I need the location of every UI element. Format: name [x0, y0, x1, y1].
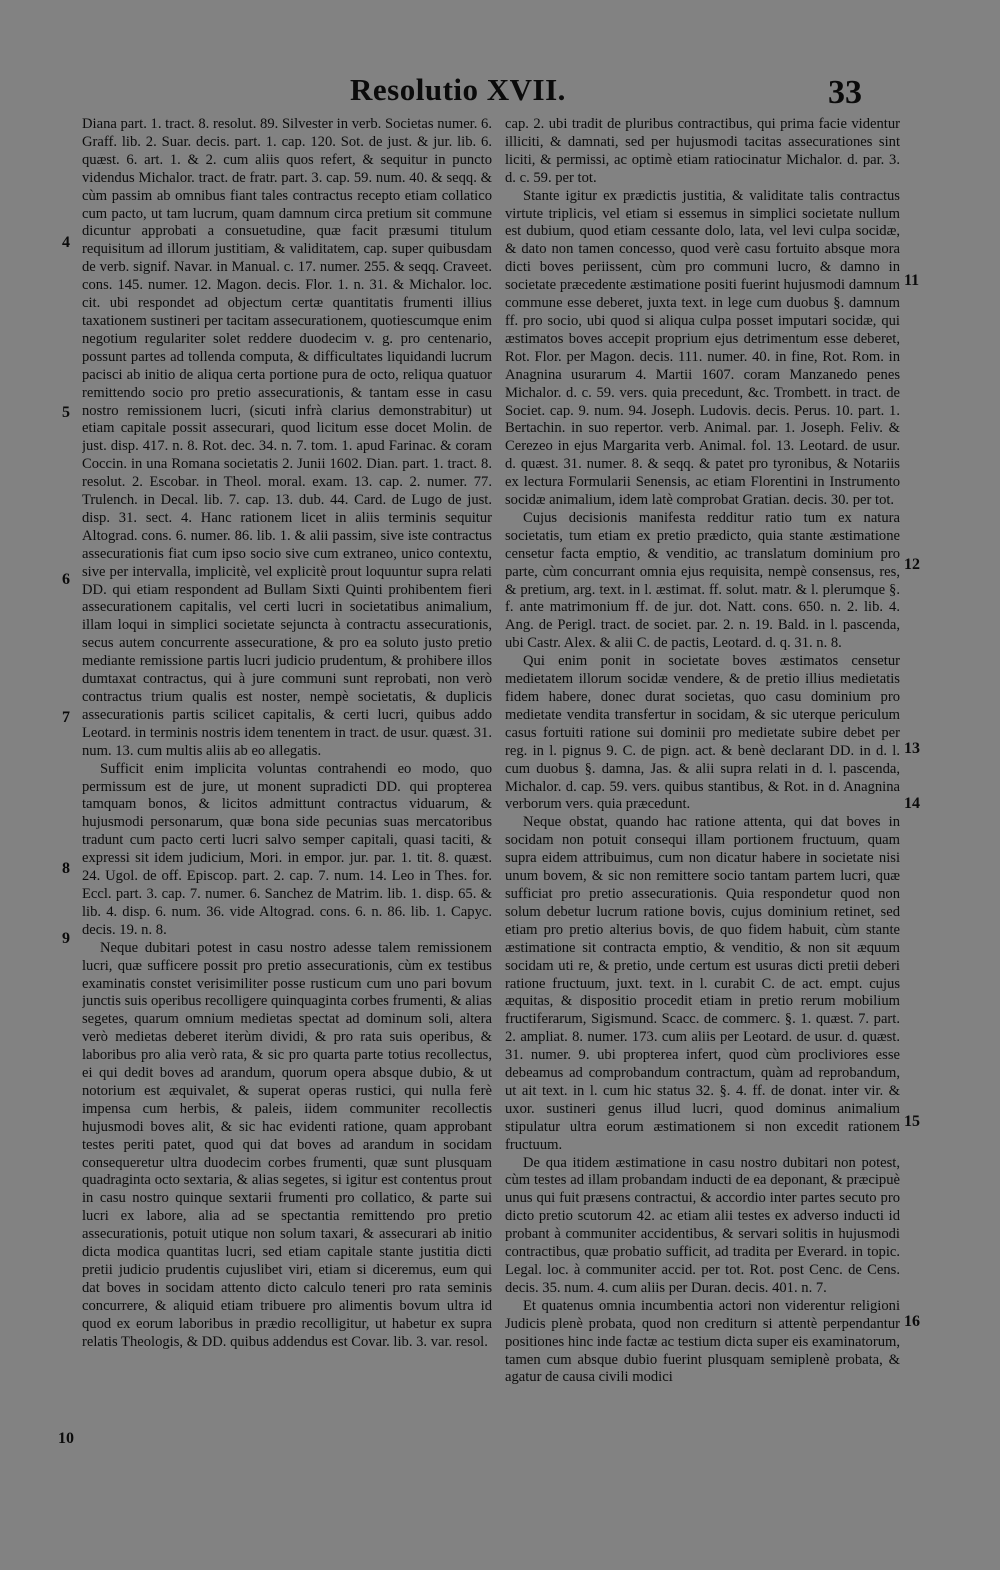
left-paragraph: Neque dubitari potest in casu nostro adesse talem remissionem lucri, quæ sufficere possit pro pretio assecurationis, cùm ex testibus examinatis constet verisimiliter posse rusticum cum uno pari bovum junctis suis operibus recolligere quinquaginta corbes frumenti, & alias segetes, quarum omnium medietas spectat ad dominum soli, altera verò medietas deberet iterùm dividi, & pro rata suis operibus, & laboribus pro alia verò rata, & sic pro quarta parte totius recollectus, ei qui dedit boves ad arandum, quorum opera absque dubio, & ut notorium est æquivalet, & superat operas rustici, qui nulla ferè impensa cum herbis, & paleis, iidem communiter recollectis hujusmodi boves alit, & sic hac evidenti ratione, quam approbant testes periti patet, quod qui dat boves ad arandum in socidam consequeretur ultra duodecim corbes frumenti, quæ sunt plusquam quadraginta octo sextaria, & alias segetes, si igitur est contentus prout in casu nostro quinque sextarii frumenti pro collatico, & parte sui lucri ex labore, alia ad se spectantia remittendo pro pretio assecurationis, potuit utique non solum taxari, & assecurari ab initio dicta modica quantitas lucri, sed etiam capitale stante justitia dicti pretii judicio prudentis cujuslibet viri, etiam si diceremus, eum qui dat boves in socidam attento dicto calculo teneri pro rata seminis concurrere, & aliquid etiam tribuere pro alimentis bovum ultra id quod ex eorum laboribus in prædio recolligitur, ut habetur ex supra relatis Theologis, & DD. quibus addendus est Covar. lib. 3. var. resol. [82, 939, 492, 1350]
right-paragraph: Stante igitur ex prædictis justitia, & validitate talis contractus virtute triplicis, vel etiam si essemus in simplici societate nullum est dubium, quod etiam cessante dolo, lata, vel levi culpa socidæ, & dato non tamen concesso, quod verè casu fortuito absque mora dicti boves periissent, cùm pro communi lucro, & damno in societate præcedente æstimatione positi fuerint hujusmodi damnum commune esse deberet, juxta text. in lege cum duobus §. damnum ff. pro socio, ubi quod si aliqua culpa posset imputari socidæ, qui æstimatos boves accepit proprium ejus detrimentum esse deberet, Rot. Flor. per Magon. decis. 111. numer. 40. in fine, Rot. Rom. in Anagnina usurarum 4. Martii 1607. coram Manzanedo penes Michalor. d. c. 59. vers. quia precedunt, &c. Trombett. in tract. de Societ. cap. 9. num. 94. Joseph. Ludovis. decis. Perus. 10. part. 1. Bertachin. in suo repertor. verb. Animal. par. 1. Joseph. Feliv. & Cerezeo in ejus Margarita verb. Animal. fol. 13. Leotard. de usur. d. quæst. 31. numer. 8. & seqq. & patet pro tyronibus, & Notariis ex lectura Formularii Senensis, ac etiam Florentini in Instrumento socidæ animalium, idem latè comprobat Gratian. decis. 30. per tot. [505, 187, 900, 509]
margin-number: 9 [62, 930, 70, 947]
right-paragraph: Qui enim ponit in societate boves æstimatos censetur medietatem illorum socidæ vendere, & de pretio illius medietatis fidem habere, donec durat societas, quo casu dominium pro medietate vendita transfertur in socidam, & sic uterque periculum casus fortuiti ratione sui dominii pro medietate subire debet per reg. in l. pignus 9. C. de pign. act. & benè declarant DD. in d. l. cum duobus §. damna, Jas. & alii supra relati in d. l. pascenda, Michalor. d. cap. 59. vers. quibus stantibus, & Rot. in d. Anagnina verborum vers. quia præcedunt. [505, 653, 900, 813]
right-paragraph: cap. 2. ubi tradit de pluribus contractibus, qui prima facie videntur illiciti, & damnati, sed per hujusmodi tacitas assecurationes sint liciti, & permissi, ac optimè etiam ratiocinatur Michalor. d. par. 3. d. c. 59. per tot. [505, 116, 900, 186]
margin-number: 7 [62, 709, 70, 726]
margin-number: 11 [904, 272, 920, 289]
right-paragraph: Cujus decisionis manifesta redditur ratio tum ex natura societatis, tum etiam ex pretio prædicto, quia stante æstimatione censetur facta emptio, & venditio, ac translatum dominium pro parte, cùm concurrant omnia ejus requisita, nempè consensus, res, & pretium, arg. text. in l. æstimat. ff. solut. matr. & l. plerumque §. f. ante matrimonium ff. de jur. dot. Natt. cons. 650. n. 2. lib. 4. Ang. de Perigl. tract. de societ. par. 2. n. 19. Bald. in l. pascenda, ubi Castr. Alex. & alii C. de pactis, Leotard. d. q. 31. n. 8. [505, 509, 900, 652]
margin-number: 10 [58, 1430, 74, 1447]
left-column [82, 116, 492, 1556]
left-paragraph: Diana part. 1. tract. 8. resolut. 89. Silvester in verb. Societas numer. 6. Graff. lib. 2. Suar. decis. part. 1. cap. 120. Sot. de just. & jur. lib. 6. quæst. 6. art. 1. & 2. cum aliis quos refert, & sequitur in puncto videndus Michalor. tract. de fratr. part. 3. cap. 59. num. 40. & seqq. & cùm passim ab omnibus fiant tales contractus recepto etiam collatico cum pacto, ut tam lucrum, quam damnum circa pretium sit commune dicuntur approbati a consuetudine, quæ facit præsumi titulum requisitum ad illorum justitiam, & validitatem, cap. super quibusdam de verb. signif. Navar. in Manual. c. 17. numer. 255. & seqq. Craveet. cons. 145. numer. 12. Magon. decis. Flor. 1. n. 31. & Michalor. loc. cit. ubi respondet ad objectum certæ quantitatis frumenti illius taxationem sustineri per tacitam assecurationem, quotiescumque enim negotium regulariter solet reddere duodecim v. g. pro centenario, possunt partes ad tollenda computa, & difficultates liquidandi lucrum pacisci ab initio de aliqua certa portione pura de octo, reliqua quatuor remittendo socio pro pretio assecurationis, & tantam esse in casu nostro remissionem lucri, (sicuti infrà clarius demonstrabitur) ut etiam capitale possit assecurari, quod licitum esse docet Molin. de just. disp. 417. n. 8. Rot. dec. 34. n. 7. tom. 1. apud Farinac. & coram Coccin. in una Romana societatis 2. Junii 1602. Dian. part. 1. tract. 8. resolut. 2. Escobar. in Theol. moral. exam. 13. cap. 2. numer. 77. Trulench. in Decal. lib. 7. cap. 13. dub. 44. Card. de Lugo de just. disp. 31. sect. 4. Hanc rationem licet in aliis terminis sequitur Altograd. cons. 6. numer. 86. lib. 1. & alii passim, sive iste contractus assecurationis fiat cum ipso socio sive cum extraneo, unico contextu, sive per intervalla, implicitè, vel explicitè prout loquuntur supra relati DD. qui etiam respondent ad Bullam Sixti Quinti prohibentem fieri assecurationem capitalis, vel certi lucri in societatibus animalium, illam loqui in simplici societate sejuncta à contractu assecurationis, secus autem concurrente assecuratione, & pro ea soluto justo pretio mediante remissione partis lucri judicio prudentum, & prohibere illos dumtaxat contractus, qui à jure communi sunt reprobati, non verò contractus trium qualis est noster, nempè societatis, & duplicis assecurationis partis scilicet capitalis, & certi lucri, quibus addo Leotard. in terminis nostris idem tenentem in tract. de usur. quæst. 31. num. 13. cum multis aliis ab eo allegatis. [82, 116, 492, 759]
page-header [0, 72, 1000, 112]
right-column [505, 116, 900, 1556]
margin-number: 5 [62, 404, 70, 421]
right-paragraph: Neque obstat, quando hac ratione attenta, qui dat boves in socidam non potuit consequi illam portionem fructuum, quam supra eidem attribuimus, cum non dicatur habere in societate nisi unum bovem, & sic non remittere socio tantam partem lucri, quæ sufficiat pro pretio assecurationis. Quia respondetur quod non solum debetur lucrum ratione bovis, cujus dominium retinet, sed etiam pro pretio alterius bovis, de quo fidem habuit, cùm stante æstimatione sit contracta emptio, & venditio, & non sit æquum socidam uti re, & pretio, unde certum est usuras dicti pretii deberi ratione fructuum, juxt. text. in l. curabit C. de act. empt. cujus æquitas, & dispositio procedit etiam in pretio rerum mobilium fructiferarum, Sigismund. Scacc. de commerc. §. 1. quæst. 7. part. 2. ampliat. 8. numer. 173. cum aliis per Leotard. de usur. d. quæst. 31. numer. 9. ubi propterea infert, quod cùm procliviores esse debeamus ad comprobandum contractum, quàm ad reprobandum, ut ait text. in l. cum hic status 32. §. 4. ff. de donat. inter vir. & uxor. sustineri genus illud lucri, quod dominus animalium stipulatur ultra eorum æstimationem si non excedit rationem fructuum. [505, 814, 900, 1153]
margin-number: 13 [904, 740, 920, 757]
margin-number: 4 [62, 234, 70, 251]
margin-number: 6 [62, 571, 70, 588]
margin-number: 16 [904, 1313, 920, 1330]
right-paragraph: De qua itidem æstimatione in casu nostro dubitari non potest, cùm testes ad illam probandam inducti de ea deponant, & præcipuè unus qui fuit præsens contractui, & accordio inter partes secuto pro dicto pretio scutorum 42. ac etiam alii testes ex adverso inducti id probant à communiter accidentibus, & servari solitis in hujusmodi contractibus, quæ probatio sufficit, ad tradita per Everard. in topic. Legal. loc. à communiter accid. per tot. Rot. post Cenc. de Cens. decis. 35. num. 4. cum aliis per Duran. decis. 401. n. 7. [505, 1154, 900, 1296]
right-paragraph: Et quatenus omnia incumbentia actori non viderentur religioni Judicis plenè probata, quod non crediturn si attentè perpendantur positiones hinc inde factæ ac testium dicta super eis examinatorum, tamen cum absque dubio fuerint plusquam semiplenè probata, & agatur de causa civili modici [505, 1297, 900, 1386]
left-paragraph: Sufficit enim implicita voluntas contrahendi eo modo, quo permissum est de jure, ut monent supradicti DD. qui propterea tamquam bonos, & licitos admittunt contractus viduarum, & hujusmodi personarum, quæ bona side pecunias suas mercatoribus tradunt cum pacto certi lucri salvo semper capitali, quasi taciti, & expressi sit idem judicium, Mori. in empor. jur. par. 1. tit. 8. quæst. 24. Ugol. de off. Episcop. part. 2. cap. 7. num. 14. Leo in Thes. for. Eccl. part. 3. cap. 7. numer. 6. Sanchez de Matrim. lib. 1. disp. 65. & lib. 4. disp. 6. num. 36. vide Altograd. cons. 6. n. 86. lib. 1. Capyc. decis. 19. n. 8. [82, 760, 492, 938]
margin-number: 15 [904, 1113, 920, 1130]
page-number: 33 [828, 74, 862, 111]
margin-number: 14 [904, 795, 920, 812]
page-title: Resolutio XVII. [350, 72, 566, 107]
margin-number: 12 [904, 556, 920, 573]
margin-number: 8 [62, 860, 70, 877]
